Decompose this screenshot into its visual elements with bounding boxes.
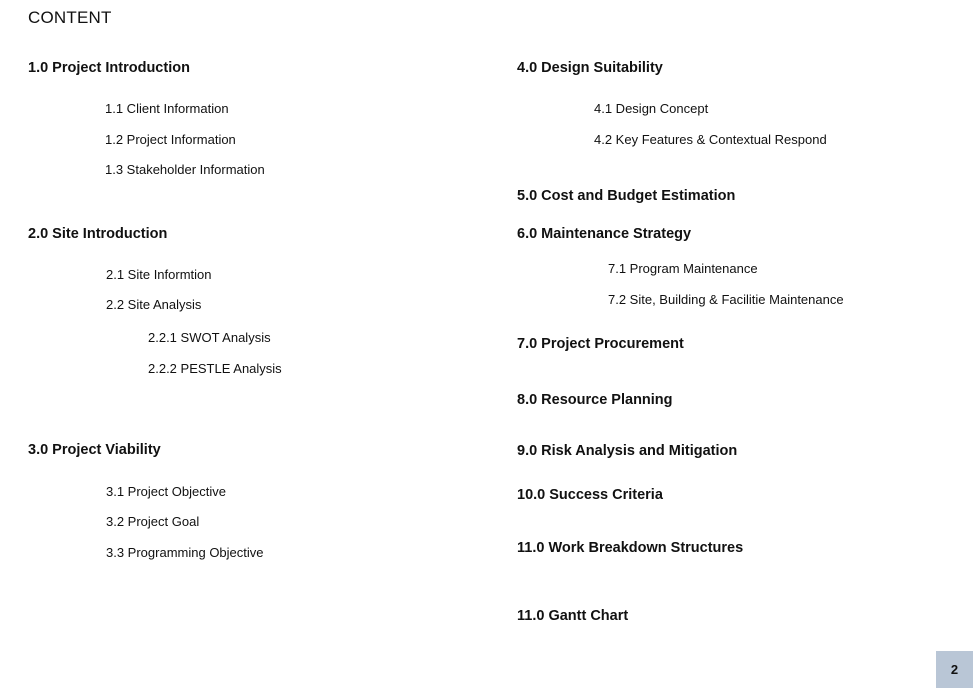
toc-item-2-2[interactable]: 2.2 Site Analysis — [106, 297, 202, 312]
toc-item-2-2-1[interactable]: 2.2.1 SWOT Analysis — [148, 330, 271, 345]
toc-section-9[interactable]: 9.0 Risk Analysis and Mitigation — [517, 443, 738, 459]
toc-section-1[interactable]: 1.0 Project Introduction — [28, 60, 190, 76]
toc-section-10[interactable]: 10.0 Success Criteria — [517, 487, 663, 503]
toc-item-3-1[interactable]: 3.1 Project Objective — [106, 484, 226, 499]
toc-section-2[interactable]: 2.0 Site Introduction — [28, 226, 168, 242]
toc-item-1-3[interactable]: 1.3 Stakeholder Information — [105, 162, 265, 177]
toc-item-6-1[interactable]: 7.1 Program Maintenance — [608, 261, 758, 276]
toc-section-7[interactable]: 7.0 Project Procurement — [517, 336, 684, 352]
toc-item-4-2[interactable]: 4.2 Key Features & Contextual Respond — [594, 132, 827, 147]
toc-item-1-1[interactable]: 1.1 Client Information — [105, 101, 229, 116]
toc-item-2-2-2[interactable]: 2.2.2 PESTLE Analysis — [148, 361, 282, 376]
toc-section-5[interactable]: 5.0 Cost and Budget Estimation — [517, 188, 736, 204]
toc-section-11[interactable]: 11.0 Work Breakdown Structures — [517, 540, 744, 556]
toc-item-1-2[interactable]: 1.2 Project Information — [105, 132, 236, 147]
toc-section-6[interactable]: 6.0 Maintenance Strategy — [517, 226, 692, 242]
toc-item-2-1[interactable]: 2.1 Site Informtion — [106, 267, 212, 282]
page-number: 2 — [936, 651, 973, 688]
toc-item-3-2[interactable]: 3.2 Project Goal — [106, 514, 200, 529]
toc-section-8[interactable]: 8.0 Resource Planning — [517, 392, 673, 408]
toc-item-4-1[interactable]: 4.1 Design Concept — [594, 101, 709, 116]
toc-item-3-3[interactable]: 3.3 Programming Objective — [106, 545, 264, 560]
toc-section-3[interactable]: 3.0 Project Viability — [28, 442, 161, 458]
toc-section-4[interactable]: 4.0 Design Suitability — [517, 60, 663, 76]
toc-section-gantt[interactable]: 11.0 Gantt Chart — [517, 608, 629, 624]
page-title: CONTENT — [28, 8, 112, 27]
toc-item-6-2[interactable]: 7.2 Site, Building & Facilitie Maintenance — [608, 292, 844, 307]
